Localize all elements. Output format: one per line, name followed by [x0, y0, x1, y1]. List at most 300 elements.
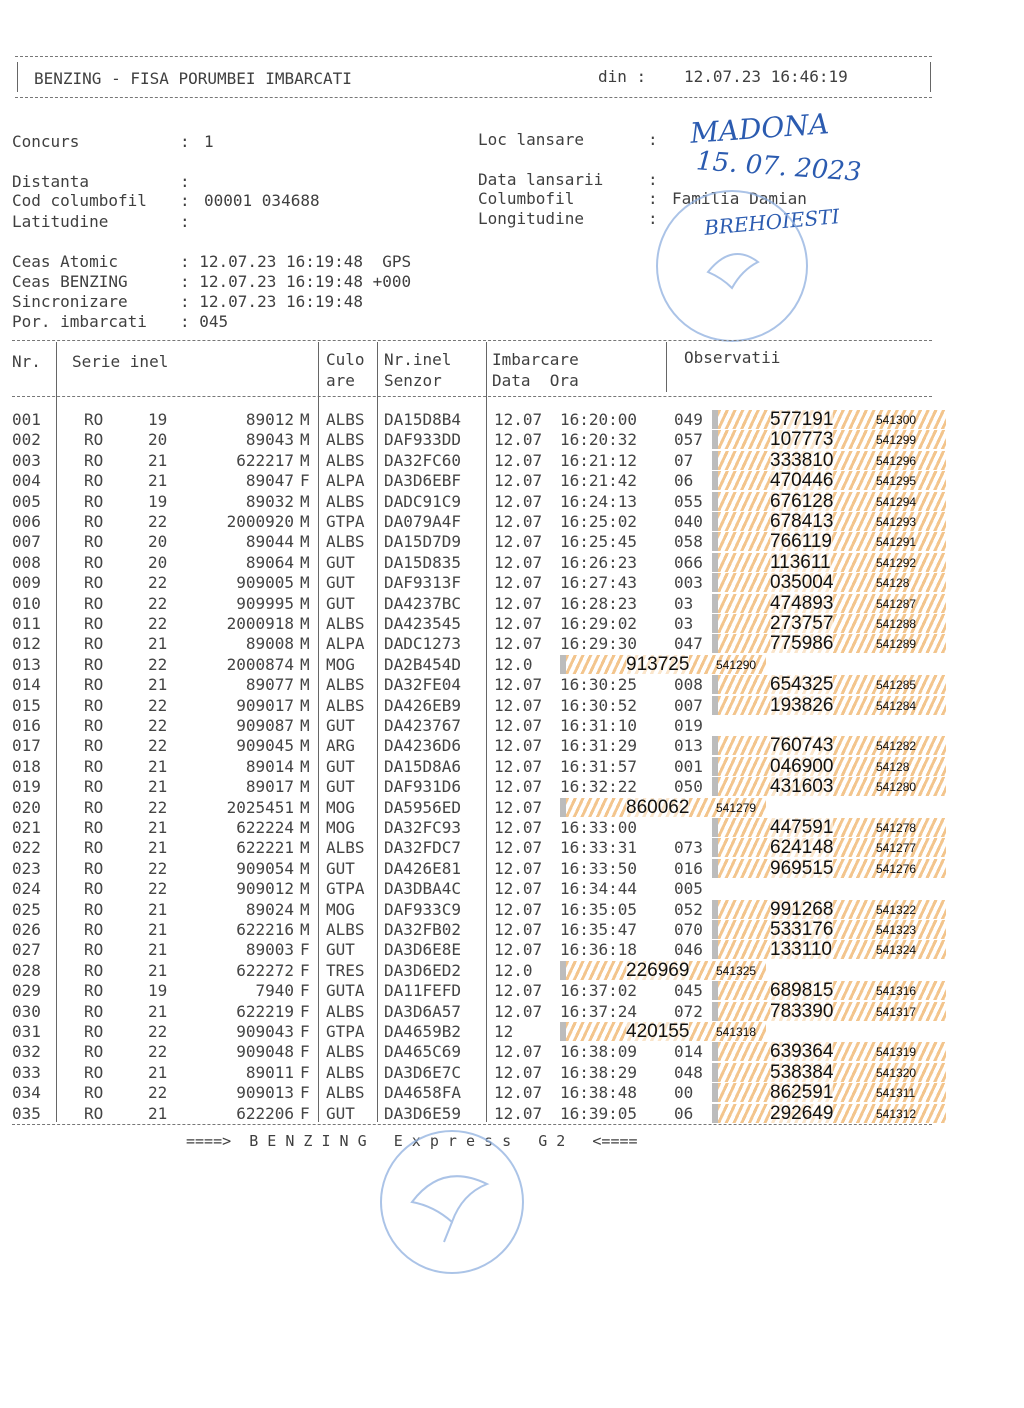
table-row [0, 1083, 1024, 1103]
rubber-ring-sticker [712, 1104, 946, 1123]
row-inel: 909012 [236, 879, 294, 899]
sticker-number: 860062 [626, 797, 690, 817]
row-tara: RO [84, 1083, 104, 1103]
row-inel: 909048 [236, 1042, 294, 1062]
row-ora: 16:31:57 [560, 756, 638, 776]
row-obs: 072 [674, 1001, 703, 1021]
row-ora: 16:31:10 [560, 716, 638, 735]
sticker-id: 541278 [876, 821, 917, 835]
row-ora: 16:27:43 [560, 573, 638, 593]
row-senzor: DA4659B2 [384, 1022, 462, 1041]
sticker-number: 035004 [770, 573, 834, 593]
rubber-ring-sticker [712, 1063, 946, 1082]
sticker-number: 639364 [770, 1042, 834, 1062]
row-senzor: DA32FC60 [384, 450, 462, 470]
row-sex: F [300, 940, 310, 960]
row-ora: 16:34:44 [560, 879, 638, 899]
rubber-ring-sticker [560, 655, 766, 674]
row-nr: 017 [12, 736, 41, 756]
row-obs: 048 [674, 1062, 703, 1082]
row-senzor: DA5956ED [384, 797, 462, 817]
row-nr: 019 [12, 777, 41, 797]
sticker-number: 046900 [770, 756, 834, 776]
row-sex: M [300, 654, 310, 674]
ceas-benzing-value: : 12.07.23 16:19:48 +000 [180, 272, 412, 291]
row-tara: RO [84, 430, 104, 450]
sticker-number: 991268 [770, 899, 834, 919]
row-an: 21 [148, 818, 168, 837]
rubber-ring-sticker [712, 471, 946, 490]
row-sex: M [300, 410, 310, 429]
row-tara: RO [84, 491, 104, 511]
row-nr: 018 [12, 756, 41, 776]
row-culoare: ALBS [326, 410, 365, 429]
row-obs: 001 [674, 756, 703, 776]
row-sex: M [300, 858, 310, 878]
row-culoare: ARG [326, 736, 355, 756]
bird-icon [658, 192, 806, 340]
row-data: 12.07 [494, 756, 543, 776]
table-row [0, 1042, 1024, 1062]
row-senzor: DA11FEFD [384, 981, 462, 1001]
row-an: 21 [148, 471, 168, 491]
row-culoare: ALBS [326, 430, 365, 450]
row-senzor: DA15D8A6 [384, 756, 462, 776]
row-tara: RO [84, 675, 104, 695]
row-sex: M [300, 634, 310, 654]
row-an: 21 [148, 920, 168, 939]
rubber-ring-sticker [712, 981, 946, 1000]
row-tara: RO [84, 777, 104, 797]
rubber-ring-sticker [712, 675, 946, 694]
row-data: 12.07 [494, 695, 543, 715]
row-inel: 622221 [236, 838, 294, 858]
row-inel: 89014 [245, 756, 294, 776]
row-obs: 040 [674, 512, 703, 531]
row-data: 12.07 [494, 634, 543, 654]
row-nr: 013 [12, 654, 41, 674]
por-imbarcati-label: Por. imbarcati [12, 312, 147, 331]
rubber-ring-sticker [712, 512, 946, 531]
table-row [0, 451, 1024, 471]
distanta-label: Distanta [12, 172, 90, 191]
row-nr: 008 [12, 552, 41, 572]
row-culoare: GUT [326, 940, 355, 960]
handwritten-loc: MADONA [689, 107, 830, 150]
row-ora: 16:26:23 [560, 552, 638, 572]
sticker-number: 577191 [770, 410, 834, 429]
table-row [0, 859, 1024, 879]
concurs-sep: : [180, 132, 190, 151]
row-nr: 021 [12, 818, 41, 837]
row-senzor: DA3D6E7C [384, 1062, 462, 1082]
th-nr: Nr. [12, 352, 41, 371]
sincronizare-label: Sincronizare [12, 292, 128, 311]
ceas-atomic-label: Ceas Atomic [12, 252, 118, 271]
table-row [0, 614, 1024, 634]
row-senzor: DA3D6A57 [384, 1001, 462, 1021]
data-lansarii-label: Data lansarii [478, 170, 604, 189]
row-inel: 909995 [236, 593, 294, 613]
sticker-id: 541277 [876, 841, 917, 856]
row-tara: RO [84, 471, 104, 491]
table-row [0, 961, 1024, 981]
row-ora: 16:29:02 [560, 614, 638, 633]
sticker-id: 541285 [876, 678, 917, 693]
row-sex: F [300, 471, 310, 491]
row-nr: 028 [12, 960, 41, 980]
row-senzor: DA2B454D [384, 654, 462, 674]
row-nr: 026 [12, 920, 41, 939]
col-divider-imbarcare [666, 342, 667, 392]
longitudine-sep: : [648, 209, 658, 228]
row-nr: 020 [12, 797, 41, 817]
row-culoare: GUT [326, 552, 355, 572]
row-data: 12.07 [494, 1083, 543, 1103]
row-inel: 909045 [236, 736, 294, 756]
latitudine-label: Latitudine [12, 212, 109, 231]
row-data: 12.07 [494, 593, 543, 613]
row-obs: 03 [674, 593, 694, 613]
cod-columbofil-sep: : [180, 191, 190, 210]
rubber-ring-sticker [712, 818, 946, 837]
row-tara: RO [84, 920, 104, 939]
row-nr: 002 [12, 430, 41, 450]
row-nr: 007 [12, 532, 41, 552]
row-an: 22 [148, 593, 168, 613]
row-sex: M [300, 552, 310, 572]
row-tara: RO [84, 858, 104, 878]
th-culoare-1: Culo [326, 350, 365, 369]
row-data: 12.07 [494, 471, 543, 491]
row-sex: F [300, 1103, 310, 1123]
row-tara: RO [84, 879, 104, 899]
row-tara: RO [84, 1001, 104, 1021]
row-tara: RO [84, 756, 104, 776]
table-row [0, 818, 1024, 838]
row-sex: M [300, 716, 310, 735]
row-tara: RO [84, 960, 104, 980]
row-tara: RO [84, 654, 104, 674]
row-senzor: DA423767 [384, 716, 462, 735]
row-an: 22 [148, 797, 168, 817]
row-senzor: DAF933DD [384, 430, 462, 450]
concurs-label: Concurs [12, 132, 80, 151]
row-obs: 06 [674, 1103, 694, 1123]
table-row [0, 900, 1024, 920]
row-sex: F [300, 981, 310, 1001]
row-inel: 622216 [236, 920, 294, 939]
rubber-ring-sticker [560, 961, 766, 980]
row-culoare: ALBS [326, 838, 365, 858]
row-senzor: DA32FB02 [384, 920, 462, 939]
row-culoare: GUT [326, 716, 355, 735]
sticker-number: 538384 [770, 1062, 834, 1082]
header-left-border [17, 62, 18, 92]
th-serie: Serie inel [72, 352, 169, 371]
th-nrinel-2: Senzor [384, 371, 442, 390]
sticker-id: 541324 [876, 943, 917, 958]
row-tara: RO [84, 1042, 104, 1062]
row-data: 12.07 [494, 430, 543, 450]
row-senzor: DAF933C9 [384, 899, 462, 919]
row-obs: 050 [674, 777, 703, 797]
row-nr: 016 [12, 716, 41, 735]
row-data: 12.0 [494, 960, 533, 980]
header-top-border [15, 56, 932, 57]
data-lansarii-sep: : [648, 170, 658, 189]
sticker-number: 226969 [626, 960, 690, 980]
row-culoare: GUT [326, 858, 355, 878]
row-nr: 022 [12, 838, 41, 858]
row-senzor: DA426E81 [384, 858, 462, 878]
row-nr: 001 [12, 410, 41, 429]
row-an: 21 [148, 675, 168, 695]
row-an: 21 [148, 1001, 168, 1021]
rubber-ring-sticker [712, 492, 946, 511]
sticker-id: 541320 [876, 1065, 917, 1080]
sticker-id: 541287 [876, 596, 917, 611]
row-tara: RO [84, 1062, 104, 1082]
sticker-number: 273757 [770, 614, 834, 633]
row-ora: 16:20:00 [560, 410, 638, 429]
row-obs: 005 [674, 879, 703, 899]
rubber-ring-sticker [712, 1002, 946, 1021]
row-senzor: DA15D8B4 [384, 410, 462, 429]
row-inel: 89044 [245, 532, 294, 552]
rubber-ring-sticker [712, 553, 946, 572]
row-ora: 16:38:09 [560, 1042, 638, 1062]
row-inel: 622219 [236, 1001, 294, 1021]
sticker-id: 541276 [876, 861, 917, 876]
rubber-ring-sticker [712, 900, 946, 919]
sticker-number: 333810 [770, 450, 834, 470]
row-obs: 019 [674, 716, 703, 735]
row-ora: 16:32:22 [560, 777, 638, 797]
table-row [0, 1063, 1024, 1083]
row-obs: 045 [674, 981, 703, 1001]
row-data: 12.07 [494, 981, 543, 1001]
sticker-number: 420155 [626, 1022, 690, 1041]
row-culoare: MOG [326, 818, 355, 837]
row-tara: RO [84, 593, 104, 613]
th-observatii: Observatii [684, 348, 781, 367]
row-inel: 2000874 [226, 654, 294, 674]
table-row [0, 940, 1024, 960]
rubber-ring-sticker [712, 920, 946, 939]
row-data: 12.07 [494, 491, 543, 511]
sticker-id: 54128 [876, 759, 910, 774]
row-senzor: DA4658FA [384, 1083, 462, 1103]
row-inel: 909017 [236, 695, 294, 715]
row-an: 22 [148, 654, 168, 674]
row-tara: RO [84, 736, 104, 756]
row-senzor: DA423545 [384, 614, 462, 633]
concurs-value: 1 [204, 132, 214, 151]
row-an: 21 [148, 450, 168, 470]
row-tara: RO [84, 1022, 104, 1041]
header-right-border [930, 62, 931, 92]
rubber-ring-sticker [712, 696, 946, 715]
sticker-id: 541289 [876, 637, 917, 652]
sticker-number: 775986 [770, 634, 834, 654]
th-imbarcare-1: Imbarcare [492, 350, 579, 369]
sticker-id: 541291 [876, 535, 917, 550]
row-senzor: DADC91C9 [384, 491, 462, 511]
row-sex: F [300, 1083, 310, 1103]
row-culoare: GTPA [326, 1022, 365, 1041]
row-an: 22 [148, 879, 168, 899]
row-senzor: DA4237BC [384, 593, 462, 613]
row-data: 12.07 [494, 573, 543, 593]
sticker-id: 541318 [716, 1025, 757, 1039]
sticker-number: 654325 [770, 675, 834, 695]
row-senzor: DA3D6E59 [384, 1103, 462, 1123]
columbofil-value: Familia Damian [672, 189, 807, 208]
sticker-number: 292649 [770, 1103, 834, 1123]
row-tara: RO [84, 1103, 104, 1123]
table-row [0, 1104, 1024, 1124]
document-title: BENZING - FISA PORUMBEI IMBARCATI [34, 69, 352, 88]
row-nr: 034 [12, 1083, 41, 1103]
sticker-id: 541292 [876, 555, 917, 570]
sticker-id: 541299 [876, 433, 917, 448]
row-tara: RO [84, 981, 104, 1001]
row-obs: 07 [674, 450, 694, 470]
row-tara: RO [84, 634, 104, 654]
row-obs: 007 [674, 695, 703, 715]
row-tara: RO [84, 410, 104, 429]
row-obs: 06 [674, 471, 694, 491]
row-sex: F [300, 1062, 310, 1082]
row-data: 12.07 [494, 552, 543, 572]
row-ora: 16:37:02 [560, 981, 638, 1001]
row-tara: RO [84, 552, 104, 572]
row-obs: 073 [674, 838, 703, 858]
row-data: 12.07 [494, 716, 543, 735]
row-sex: M [300, 695, 310, 715]
row-senzor: DA3DBA4C [384, 879, 462, 899]
row-data: 12.07 [494, 858, 543, 878]
row-senzor: DADC1273 [384, 634, 462, 654]
sticker-number: 470446 [770, 471, 834, 491]
sticker-id: 541325 [716, 963, 757, 978]
sticker-number: 193826 [770, 695, 834, 715]
row-senzor: DAF931D6 [384, 777, 462, 797]
th-nrinel-1: Nr.inel [384, 350, 452, 369]
row-inel: 622217 [236, 450, 294, 470]
row-obs: 046 [674, 940, 703, 960]
row-tara: RO [84, 797, 104, 817]
row-data: 12.07 [494, 940, 543, 960]
row-data: 12.07 [494, 532, 543, 552]
row-data: 12.07 [494, 920, 543, 939]
row-ora: 16:29:30 [560, 634, 638, 654]
row-nr: 033 [12, 1062, 41, 1082]
row-nr: 029 [12, 981, 41, 1001]
cod-columbofil-value: 00001 034688 [204, 191, 320, 210]
sticker-id: 541290 [716, 657, 757, 672]
row-sex: F [300, 1042, 310, 1062]
row-sex: M [300, 879, 310, 899]
row-sex: M [300, 838, 310, 858]
row-culoare: GUTA [326, 981, 365, 1001]
row-nr: 031 [12, 1022, 41, 1041]
table-row [0, 777, 1024, 797]
row-data: 12.07 [494, 797, 543, 817]
row-data: 12 [494, 1022, 514, 1041]
table-row [0, 512, 1024, 532]
table-row [0, 798, 1024, 818]
sticker-number: 783390 [770, 1001, 834, 1021]
table-row [0, 696, 1024, 716]
row-an: 21 [148, 838, 168, 858]
row-obs: 057 [674, 430, 703, 450]
row-sex: M [300, 450, 310, 470]
row-an: 22 [148, 858, 168, 878]
row-senzor: DA32FC93 [384, 818, 462, 837]
row-an: 22 [148, 716, 168, 735]
row-sex: M [300, 797, 310, 817]
row-ora: 16:25:45 [560, 532, 638, 552]
row-nr: 015 [12, 695, 41, 715]
sticker-number: 676128 [770, 491, 834, 511]
sincronizare-value: : 12.07.23 16:19:48 [180, 292, 364, 311]
row-data: 12.07 [494, 512, 543, 531]
print-datetime: 12.07.23 16:46:19 [684, 67, 848, 86]
row-an: 21 [148, 940, 168, 960]
row-culoare: GUT [326, 1103, 355, 1123]
club-stamp-bottom [380, 1130, 524, 1274]
row-nr: 010 [12, 593, 41, 613]
row-an: 22 [148, 614, 168, 633]
sticker-number: 431603 [770, 777, 834, 797]
row-culoare: GUT [326, 777, 355, 797]
rubber-ring-sticker [712, 451, 946, 470]
row-nr: 025 [12, 899, 41, 919]
row-ora: 16:28:23 [560, 593, 638, 613]
sticker-id: 541323 [876, 923, 917, 937]
row-culoare: ALBS [326, 1001, 365, 1021]
table-row [0, 430, 1024, 450]
row-inel: 89012 [245, 410, 294, 429]
row-obs: 003 [674, 573, 703, 593]
rubber-ring-sticker [560, 798, 766, 817]
sticker-number: 760743 [770, 736, 834, 756]
table-row [0, 532, 1024, 552]
row-senzor: DAF9313F [384, 573, 462, 593]
row-inel: 89003 [245, 940, 294, 960]
row-ora: 16:36:18 [560, 940, 638, 960]
row-ora: 16:35:47 [560, 920, 638, 939]
row-sex: M [300, 675, 310, 695]
din-label: din : [598, 67, 647, 86]
table-row [0, 1022, 1024, 1042]
longitudine-label: Longitudine [478, 209, 584, 228]
row-culoare: ALBS [326, 491, 365, 511]
row-an: 21 [148, 1062, 168, 1082]
row-an: 21 [148, 1103, 168, 1123]
rubber-ring-sticker [712, 838, 946, 857]
row-senzor: DA3D6EBF [384, 471, 462, 491]
row-an: 22 [148, 736, 168, 756]
row-data: 12.07 [494, 838, 543, 858]
table-row [0, 492, 1024, 512]
row-data: 12.07 [494, 1001, 543, 1021]
row-inel: 7940 [255, 981, 294, 1001]
row-data: 12.0 [494, 654, 533, 674]
table-top-border [12, 340, 932, 341]
